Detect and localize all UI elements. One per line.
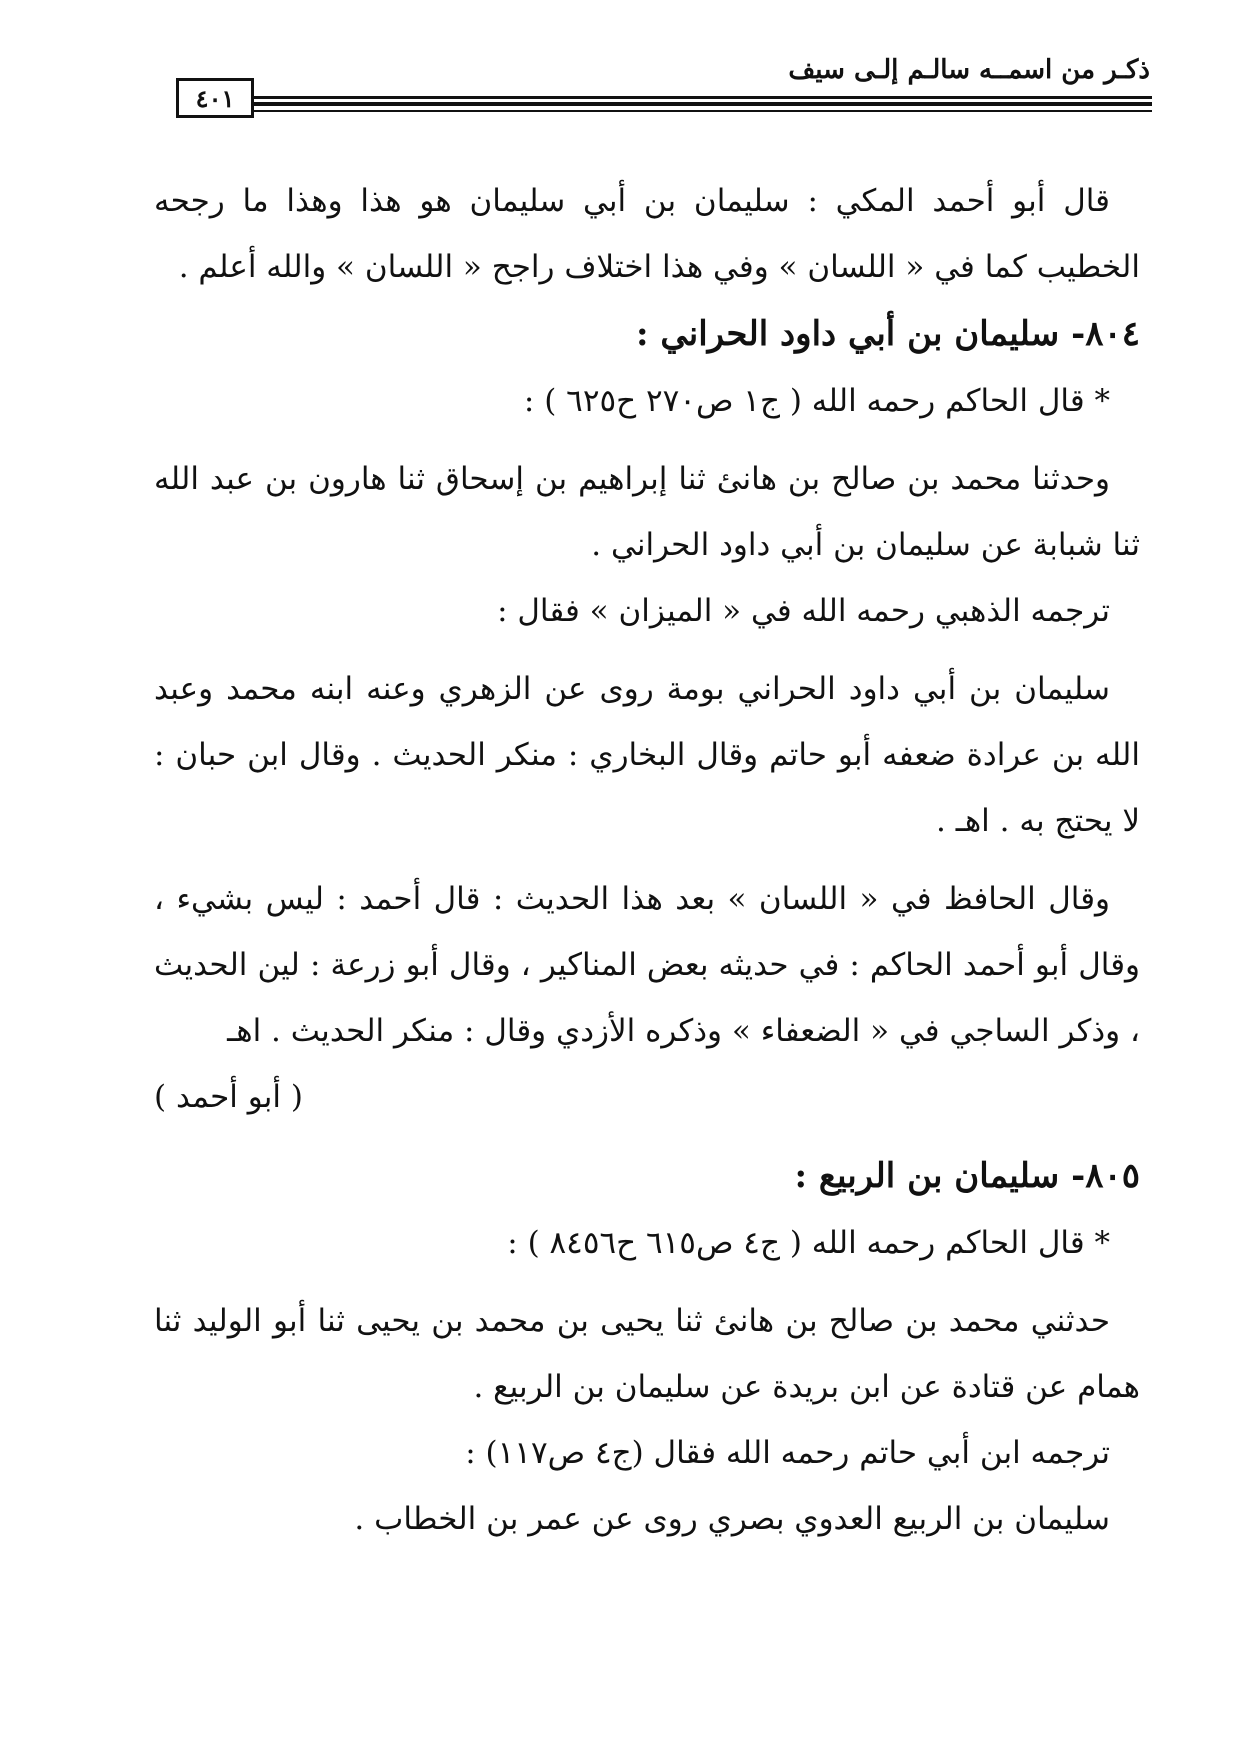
running-title: ذكـر من اسمــه سالـم إلـى سيف: [788, 55, 1150, 85]
paragraph: سليمان بن الربيع العدوي بصري روى عن عمر بن الخطاب .: [354, 1501, 1110, 1537]
entry-heading-804: ٨٠٤- سليمان بن أبي داود الحراني :: [636, 314, 1140, 354]
paragraph: وحدثنا محمد بن صالح بن هانئ ثنا إبراهيم بن إسحاق ثنا هارون بن عبد الله ثنا شبابة عن سليمان بن أبي داود الحراني .: [154, 461, 1140, 563]
paragraph: سليمان بن أبي داود الحراني بومة روى عن الزهري وعنه ابنه محمد وعبد الله بن عرادة ضعفه أبو حاتم وقال البخاري : منكر الحديث . وقال ابن حبان : لا يحتج به . اهـ .: [154, 671, 1140, 839]
header-rule: [254, 102, 1152, 106]
header-rule: [254, 110, 1152, 112]
entry-heading-805: ٨٠٥- سليمان بن الربيع :: [794, 1156, 1140, 1196]
paragraph: حدثني محمد بن صالح بن هانئ ثنا يحيى بن محمد بن يحيى ثنا أبو الوليد ثنا همام عن قتادة عن ابن بريدة عن سليمان بن الربيع .: [154, 1303, 1140, 1405]
author-signature: ( أبو أحمد ): [154, 1079, 303, 1115]
paragraph: ترجمه ابن أبي حاتم رحمه الله فقال (ج٤ ص١١٧) :: [465, 1435, 1110, 1471]
page-number: ٤٠١: [176, 78, 254, 118]
paragraph: وقال الحافظ في « اللسان » بعد هذا الحديث : قال أحمد : ليس بشيء ، وقال أبو أحمد الحاكم : في حديثه بعض المناكير ، وقال أبو زرعة : لين الحديث ، وذكر الساجي في « الضعفاء » وذكره الأزدي وقال : منكر الحديث . اهـ: [154, 881, 1140, 1049]
paragraph: قال أبو أحمد المكي : سليمان بن أبي سليمان هو هذا وهذا ما رجحه الخطيب كما في « اللسان » وفي هذا اختلاف راجح « اللسان » والله أعلم .: [154, 183, 1140, 285]
source-reference: * قال الحاكم رحمه الله ( ج١ ص٢٧٠ ح٦٢٥ ) :: [523, 383, 1110, 419]
source-reference: * قال الحاكم رحمه الله ( ج٤ ص٦١٥ ح٨٤٥٦ ) :: [507, 1225, 1110, 1261]
page-body: [154, 168, 1140, 1552]
header-rule: [254, 96, 1152, 99]
paragraph: ترجمه الذهبي رحمه الله في « الميزان » فقال :: [497, 593, 1110, 629]
